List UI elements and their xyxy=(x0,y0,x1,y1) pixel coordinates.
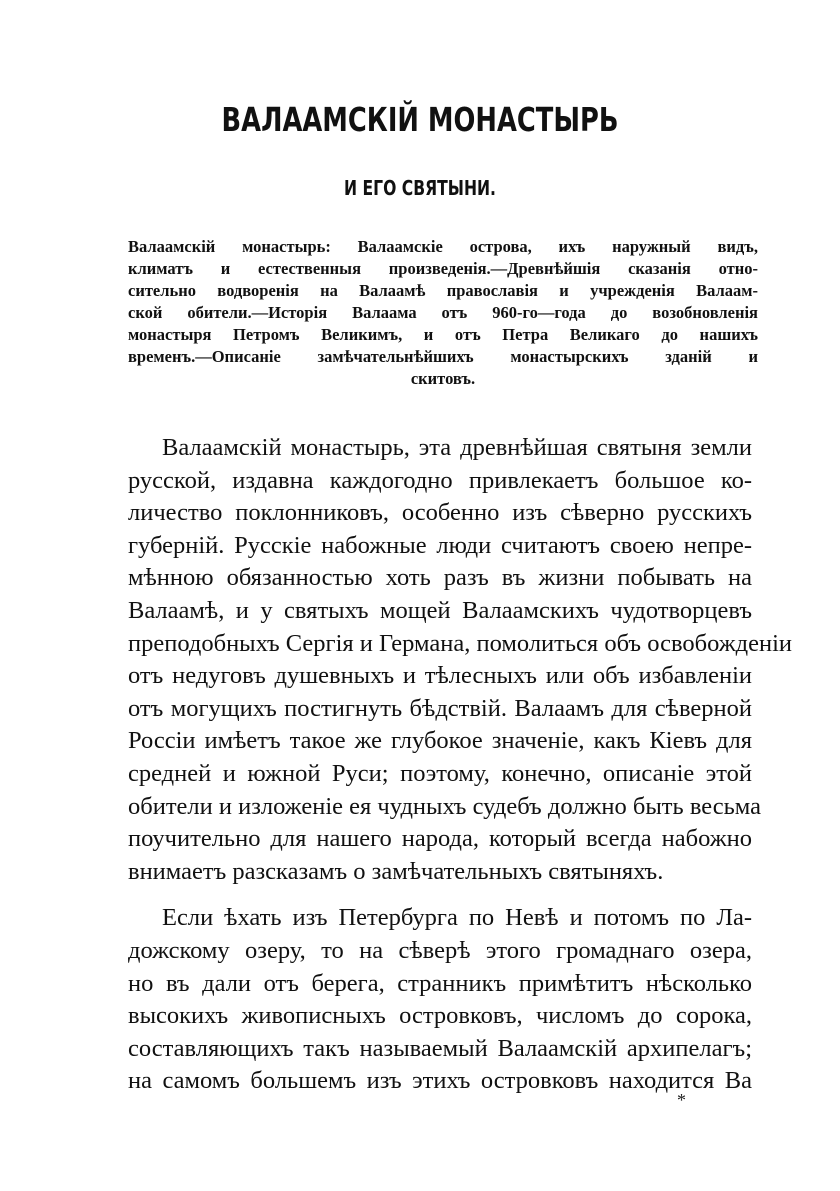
text-line: внимаетъ разсказамъ о замѣчательныхъ святыняхъ. xyxy=(128,857,664,885)
text-line: мѣнною обязанностью хоть разъ въ жизни побывать на xyxy=(128,564,752,592)
summary-line: Валаамскій монастырь: Валаамскіе острова, ихъ наружный видъ, xyxy=(128,237,758,256)
paragraph-1 xyxy=(128,432,793,888)
text-line: дожскому озеру, то на сѣверѣ этого громаднаго озера, xyxy=(128,936,752,964)
text-line: составляющихъ такъ называемый Валаамскій архипелагъ; xyxy=(128,1034,752,1062)
text-line: отъ недуговъ душевныхъ и тѣлесныхъ или объ избавленіи xyxy=(128,662,752,690)
text-line: но въ дали отъ берега, странникъ примѣтитъ нѣсколько xyxy=(128,969,752,997)
text-line: Валаамѣ, и у святыхъ мощей Валаамскихъ чудотворцевъ xyxy=(128,596,752,624)
text-line: личество поклонниковъ, особенно изъ сѣверно русскихъ xyxy=(128,499,752,527)
text-line: Если ѣхать изъ Петербурга по Невѣ и потомъ по Ла- xyxy=(162,904,752,932)
summary-line: монастыря Петромъ Великимъ, и отъ Петра Великаго до нашихъ xyxy=(128,325,758,344)
text-line: русской, издавна каждогодно привлекаетъ большое ко- xyxy=(128,466,752,494)
signature-mark: * xyxy=(677,1090,686,1110)
text-line: поучительно для нашего народа, который всегда набожно xyxy=(128,825,752,853)
text-line: Россіи имѣетъ такое же глубокое значеніе, какъ Кіевъ для xyxy=(128,727,752,755)
summary-line: скитовъ. xyxy=(410,369,476,388)
body-text xyxy=(128,432,793,1098)
text-line: средней и южной Руси; поэтому, конечно, описаніе этой xyxy=(128,759,752,787)
page-title: ВАЛААМСКІЙ МОНАСТЫРЬ xyxy=(221,100,619,139)
summary-line: ской обители.—Исторія Валаама отъ 960-го—года до возобновленія xyxy=(128,303,758,322)
text-line: высокихъ живописныхъ островковъ, числомъ до сорока, xyxy=(128,1002,752,1030)
summary-line: климатъ и естественныя произведенія.—Древнѣйшія сказанія отно- xyxy=(128,259,758,278)
paragraph-gap xyxy=(128,888,752,902)
summary-line: временъ.—Описаніе замѣчательнѣйшихъ монастырскихъ зданій и xyxy=(128,347,758,366)
summary-line: сительно водворенія на Валаамѣ православія и учрежденія Валаам- xyxy=(128,281,758,300)
text-line: на самомъ большемъ изъ этихъ островковъ находится Ва xyxy=(128,1067,752,1095)
paragraph-2 xyxy=(128,902,752,1098)
text-line: Валаамскій монастырь, эта древнѣйшая святыня земли xyxy=(162,434,752,461)
page-subtitle: И ЕГО СВЯТЫНИ. xyxy=(344,176,496,200)
text-line: преподобныхъ Сергія и Германа, помолиться объ освобожденіи xyxy=(128,629,793,657)
chapter-summary xyxy=(128,236,758,390)
text-line: отъ могущихъ постигнуть бѣдствій. Валаамъ для сѣверной xyxy=(128,694,752,722)
text-line: обители и изложеніе ея чудныхъ судебъ должно быть весьма xyxy=(128,792,761,820)
text-line: губерній. Русскіе набожные люди считаютъ своею непре- xyxy=(128,531,752,559)
